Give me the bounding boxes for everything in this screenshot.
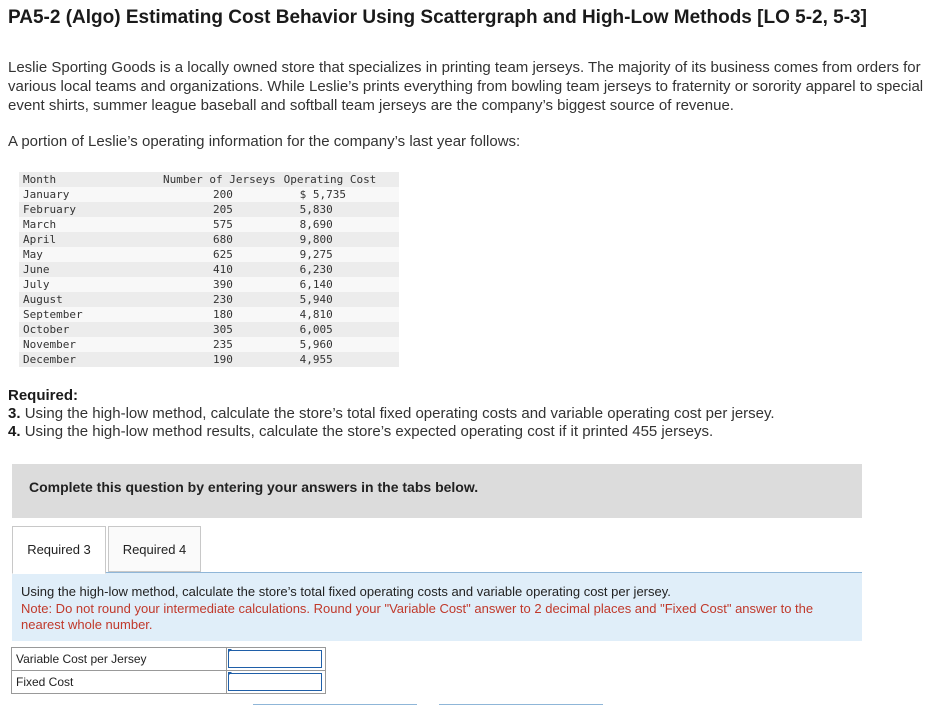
answer-row-variable-cost [12,648,326,671]
cell-jerseys: 305 [213,323,233,336]
table-row [19,322,399,337]
table-row [19,352,399,367]
cell-jerseys: 575 [213,218,233,231]
portion-text: A portion of Leslie’s operating information for the company’s last year follows: [8,133,521,150]
cell-month: October [23,323,70,336]
cell-month: March [23,218,57,231]
instruction-text: Complete this question by entering your answers in the tabs below. [29,479,479,495]
required-text: Using the high-low method results, calculate the store’s expected operating cost if it printed 455 jerseys. [24,423,714,440]
cell-month: December [23,353,76,366]
table-row [19,277,399,292]
cell-month: August [23,293,63,306]
cell-cost: 5,960 [299,338,333,351]
table-row [19,232,399,247]
cell-month: September [23,308,83,321]
table-row [19,217,399,232]
cell-jerseys: 235 [213,338,233,351]
answer-table [11,647,326,694]
tab-required-3[interactable]: Required 3 [12,526,106,574]
cell-jerseys: 390 [213,278,233,291]
table-row [19,292,399,307]
cell-cost: 4,955 [299,353,333,366]
variable-cost-label: Variable Cost per Jersey [12,648,227,671]
cell-month: June [23,263,50,276]
table-row [19,307,399,322]
required-text: Using the high-low method, calculate the store’s total fixed operating costs and variable operating cost per jersey. [24,405,775,422]
table-row [19,337,399,352]
instruction-banner [12,464,862,518]
fixed-cost-input[interactable] [228,673,322,691]
header-jerseys: Number of Jerseys [163,173,276,186]
cell-cost: 5,830 [299,203,333,216]
cell-cost: 9,275 [299,248,333,261]
input-marker-icon [228,649,232,653]
cell-cost: 6,230 [299,263,333,276]
table-row [19,202,399,217]
cell-jerseys: 200 [213,188,233,201]
table-row [19,262,399,277]
intro-paragraph: Leslie Sporting Goods is a locally owned store that specializes in printing team jerseys. The majority of its business comes from orders for various local teams and organizations. While Leslie’s prints everything from bowling team jerseys to fraternity or sorority apparel to special event shirts, summer league baseball and softball team jerseys are the company’s biggest source of revenue. [8,59,924,114]
required-num: 3. [8,405,21,422]
fixed-cost-label: Fixed Cost [12,671,227,694]
cell-month: February [23,203,76,216]
cell-jerseys: 190 [213,353,233,366]
table-row [19,187,399,202]
cell-cost: 5,940 [299,293,333,306]
required-item-3 [8,405,775,423]
page-title: PA5-2 (Algo) Estimating Cost Behavior Using Scattergraph and High-Low Methods [LO 5-2, 5-3] [8,7,867,28]
cell-jerseys: 410 [213,263,233,276]
answer-row-fixed-cost [12,671,326,694]
question-text: Using the high-low method, calculate the store’s total fixed operating costs and variable operating cost per jersey. [21,584,671,599]
fixed-cost-cell [227,671,326,694]
cell-cost: 6,005 [299,323,333,336]
cell-month: May [23,248,43,261]
cell-jerseys: 180 [213,308,233,321]
cell-month: January [23,188,70,201]
required-num: 4. [8,423,21,440]
operating-data-table [19,172,399,367]
header-cost: Operating Cost [283,173,377,186]
question-note: Note: Do not round your intermediate calculations. Round your "Variable Cost" answer to 2 decimal places and "Fixed Cost" answer to the nearest whole number. [21,601,814,632]
cell-jerseys: 230 [213,293,233,306]
cell-jerseys: 625 [213,248,233,261]
header-month: Month [23,173,57,186]
tab-required-4[interactable]: Required 4 [108,526,201,572]
required-heading: Required: [8,387,79,404]
cell-jerseys: 680 [213,233,233,246]
cell-month: July [23,278,50,291]
required-section [8,387,775,441]
cell-jerseys: 205 [213,203,233,216]
cell-cost: 9,800 [299,233,333,246]
cell-cost: $ 5,735 [299,188,346,201]
cell-month: April [23,233,57,246]
input-marker-icon [228,672,232,676]
cell-cost: 6,140 [299,278,333,291]
cell-month: November [23,338,76,351]
cell-cost: 8,690 [299,218,333,231]
cell-cost: 4,810 [299,308,333,321]
variable-cost-input[interactable] [228,650,322,668]
required-item-4 [8,423,775,441]
table-header-row [19,172,399,187]
question-panel [12,572,862,641]
table-row [19,247,399,262]
variable-cost-cell [227,648,326,671]
